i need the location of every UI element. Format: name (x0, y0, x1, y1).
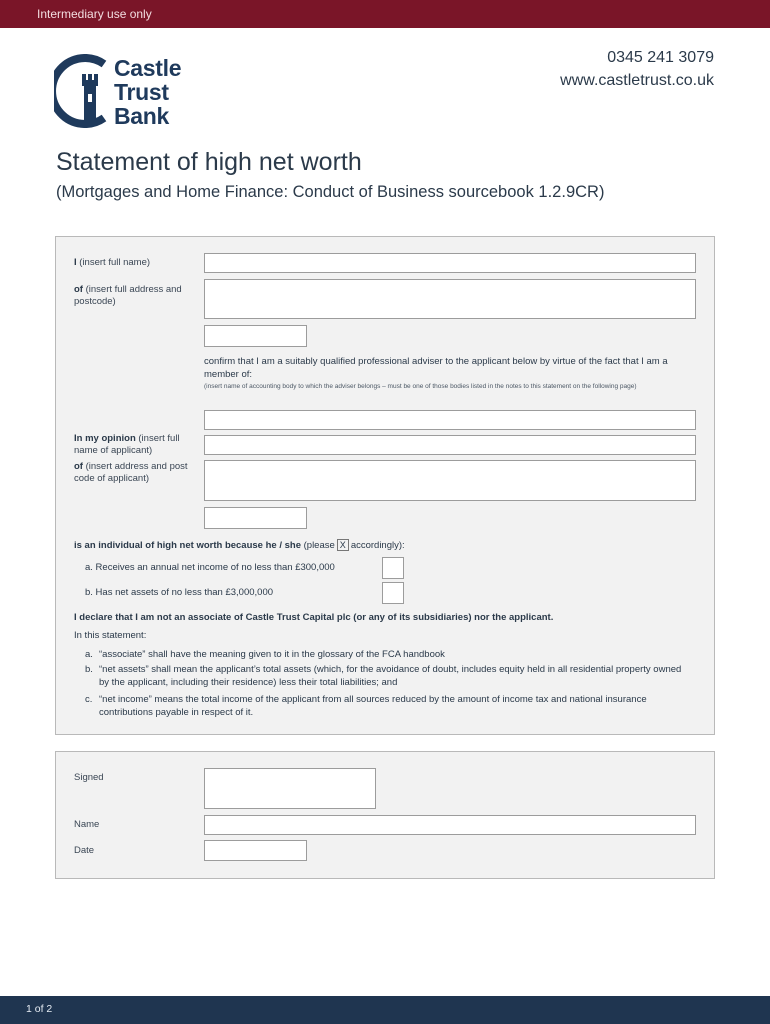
definition-net-income: “net income” means the total income of the applicant from all sources reduced by the amount of income tax and national insurance contributions payable in respect of it. (99, 694, 647, 718)
adviser-name-field[interactable] (204, 253, 696, 273)
logo-word-bank: Bank (114, 103, 170, 129)
contact-website[interactable]: www.castletrust.co.uk (560, 72, 714, 89)
opinion-label: In my opinion (insert full name of applicant) (74, 433, 180, 456)
intermediary-banner (0, 0, 770, 28)
option-a-label: a. Receives an annual net income of no less than £300,000 (85, 562, 335, 573)
declaration-text: I declare that I am not an associate of Castle Trust Capital plc (or any of its subsidiaries) nor the applicant. (74, 612, 554, 623)
page-subtitle: (Mortgages and Home Finance: Conduct of Business sourcebook 1.2.9CR) (56, 183, 605, 201)
date-field[interactable] (204, 840, 307, 861)
definition-c-marker: c. (85, 694, 93, 705)
option-a-checkbox[interactable] (382, 557, 404, 579)
signature-field[interactable] (204, 768, 376, 809)
signed-label: Signed (74, 772, 104, 783)
page-number: 1 of 2 (26, 1003, 53, 1015)
definition-a-marker: a. (85, 649, 93, 660)
address-label: of (insert full address and postcode) (74, 284, 182, 307)
statement-intro: In this statement: (74, 630, 147, 641)
castle-tower-icon (54, 54, 112, 128)
contact-phone: 0345 241 3079 (607, 49, 714, 66)
logo-word-castle: Castle (114, 55, 182, 81)
adviser-postcode-field[interactable] (204, 325, 307, 347)
applicant-name-field[interactable] (204, 435, 696, 455)
banner-text: Intermediary use only (37, 7, 152, 21)
definition-b-marker: b. (85, 664, 93, 675)
castle-trust-logo (54, 54, 194, 130)
definition-associate: “associate” shall have the meaning given to it in the glossary of the FCA handbook (99, 649, 445, 660)
option-b-checkbox[interactable] (382, 582, 404, 604)
logo-word-trust: Trust (114, 79, 169, 105)
applicant-address-field[interactable] (204, 460, 696, 501)
option-b-label: b. Has net assets of no less than £3,000,000 (85, 587, 274, 598)
high-net-worth-statement: is an individual of high net worth because he / she (please X accordingly): (74, 540, 405, 551)
accounting-body-note: (insert name of accounting body to which the adviser belongs – must be one of those bodies listed in the notes to this statement on the following page) (204, 383, 637, 390)
date-label: Date (74, 845, 95, 856)
name-label: Name (74, 819, 100, 830)
confirm-text: confirm that I am a suitably qualified professional adviser to the applicant below by virtue of the fact that I am a member of: (204, 356, 668, 380)
page-title: Statement of high net worth (56, 148, 362, 176)
definition-net-assets: “net assets” shall mean the applicant’s total assets (which, for the avoidance of doubt, includes equity held in all residential property owned by the applicant, including their residence) less their total liabilities; and (99, 664, 682, 688)
adviser-address-field[interactable] (204, 279, 696, 319)
signatory-name-field[interactable] (204, 815, 696, 835)
accounting-body-field[interactable] (204, 410, 696, 430)
footer-bar (0, 996, 770, 1024)
applicant-postcode-field[interactable] (204, 507, 307, 529)
applicant-address-label: of (insert address and post code of applicant) (74, 461, 188, 484)
full-name-label: I (insert full name) (74, 257, 151, 268)
x-mark-example: X (337, 539, 349, 551)
